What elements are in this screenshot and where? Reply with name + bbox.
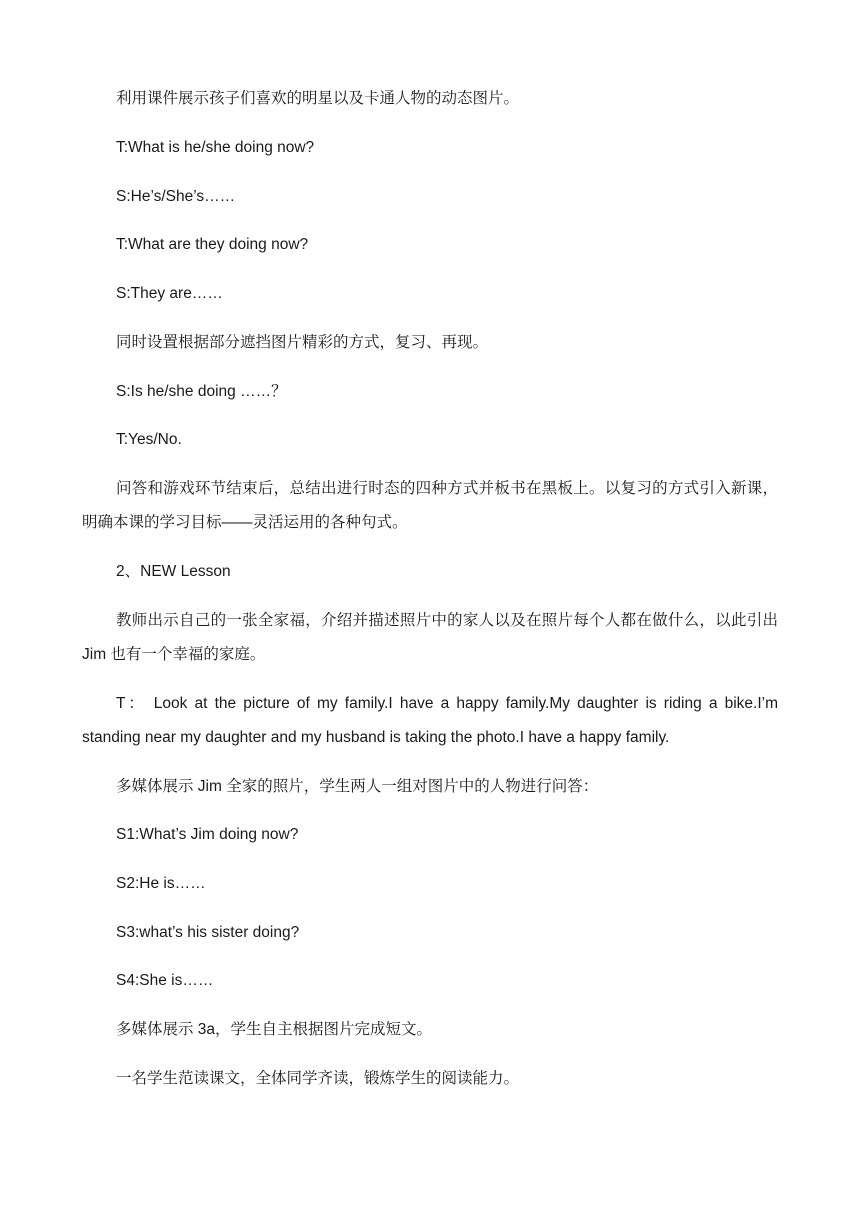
paragraph-11: 教师出示自己的一张全家福，介绍并描述照片中的家人以及在照片每个人都在做什么，以此引出 Jim 也有一个幸福的家庭。 bbox=[82, 612, 778, 663]
paragraph-18: 多媒体展示 3a，学生自主根据图片完成短文。 bbox=[116, 1021, 433, 1038]
paragraph-3: S:He’s/She’s…… bbox=[116, 188, 236, 205]
paragraph-19: 一名学生范读课文，全体同学齐读，锻炼学生的阅读能力。 bbox=[116, 1070, 520, 1087]
paragraph-13: 多媒体展示 Jim 全家的照片，学生两人一组对图片中的人物进行问答： bbox=[116, 778, 599, 795]
paragraph-5: S:They are…… bbox=[116, 285, 223, 302]
paragraph-17: S4:She is…… bbox=[116, 972, 214, 989]
paragraph-2: T:What is he/she doing now? bbox=[116, 139, 315, 156]
paragraph-6: 同时设置根据部分遮挡图片精彩的方式，复习、再现。 bbox=[116, 334, 489, 351]
paragraph-1: 利用课件展示孩子们喜欢的明星以及卡通人物的动态图片。 bbox=[116, 90, 520, 107]
paragraph-15: S2:He is…… bbox=[116, 875, 206, 892]
paragraph-8: T:Yes/No. bbox=[116, 431, 182, 448]
paragraph-12: T： Look at the picture of my family.I have a happy family.My daughter is riding a bike.I’m standing near my daughter and my husband is taking the photo.I have a happy family. bbox=[82, 695, 778, 746]
paragraph-16: S3:what’s his sister doing? bbox=[116, 924, 300, 941]
paragraph-14: S1:What’s Jim doing now? bbox=[116, 826, 299, 843]
paragraph-4: T:What are they doing now? bbox=[116, 236, 309, 253]
section-heading: 2、NEW Lesson bbox=[116, 563, 231, 580]
paragraph-7: S:Is he/she doing ……？ bbox=[116, 383, 287, 400]
paragraph-9: 问答和游戏环节结束后，总结出进行时态的四种方式并板书在黑板上。以复习的方式引入新课，明确本课的学习目标——灵活运用的各种句式。 bbox=[82, 480, 778, 531]
